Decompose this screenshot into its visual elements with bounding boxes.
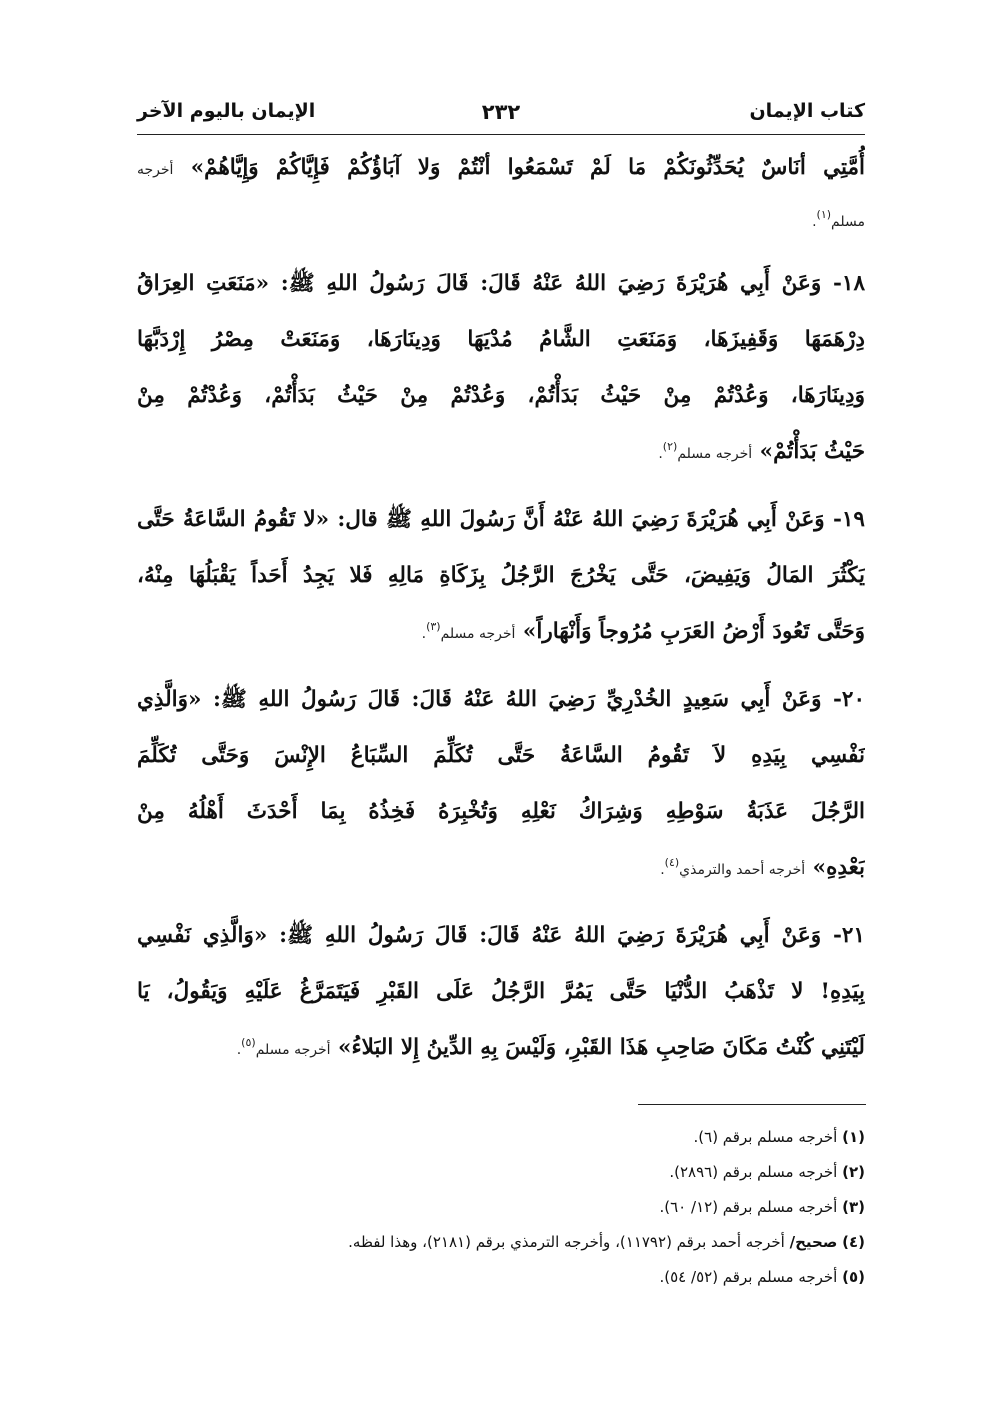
footnote-item: (٤) صحيح/ أخرجه أحمد برقم (١١٧٩٢)، وأخرجه الترمذي برقم (٢١٨١)، وهذا لفظه. (348, 1233, 865, 1251)
hadith-text: وَحَتَّى تَعُودَ أَرْضُ العَرَبِ مُرُوجاً وَأَنْهَاراً» (522, 619, 865, 644)
footnote-item: (٥) أخرجه مسلم برقم (٥٢/ ٥٤). (659, 1268, 865, 1286)
footnote-divider (638, 1104, 866, 1105)
footnote-item: (١) أخرجه مسلم برقم (٦). (693, 1128, 865, 1146)
hadith-text: وَعَنْ أَبِي هُرَيْرَةَ رَضِيَ اللهُ عَنْهُ أَنَّ رَسُولَ اللهِ ﷺ قال: «لا تَقُومُ السَّاعَةُ حَتَّى (137, 507, 825, 532)
text-line: وَدِينَارَهَا، وَعُدْتُمْ مِنْ حَيْثُ بَدَأْتُمْ، وَعُدْتُمْ مِنْ حَيْثُ بَدَأْتُمْ، وَعُدْتُمْ مِنْ (137, 383, 865, 408)
text-line (137, 908, 865, 964)
running-header (137, 100, 865, 134)
text-line: نَفْسِي بِيَدِهِ لاَ تَقُومُ السَّاعَةُ حَتَّى تُكَلِّمَ السِّبَاعُ الإِنْسَ وَحَتَّى تُكَلِّمَ (137, 743, 865, 768)
hadith-text: وَعَنْ أَبِي هُرَيْرَةَ رَضِيَ اللهُ عَنْهُ قَالَ: قَالَ رَسُولُ اللهِ ﷺ: «مَنَعَتِ العِرَاقُ (137, 271, 822, 296)
hadith-number: ١٨- (832, 271, 865, 296)
footnote-marker: (٣) (426, 619, 441, 633)
hadith-text: وَعَنْ أَبِي هُرَيْرَةَ رَضِيَ اللهُ عَنْهُ قَالَ: قَالَ رَسُولُ اللهِ ﷺ: «وَالَّذِي نَفْسِي (137, 923, 822, 948)
takhrij-ref: أخرجه مسلم (677, 446, 753, 462)
takhrij-ref: أخرجه أحمد والترمذي (679, 862, 806, 878)
takhrij-ref: مسلم (831, 214, 865, 230)
text-line (137, 672, 865, 728)
footnotes (137, 1120, 865, 1295)
footnote-marker: (٤) (664, 855, 680, 869)
text-line: يَكْثُرَ المَالُ وَيَفِيضَ، حَتَّى يَخْرُجَ الرَّجُلُ بِزَكَاةِ مَالِهِ فَلا يَجِدُ أَحَداً يَقْبَلُهَا مِنْهُ، (137, 563, 865, 588)
footnote-marker: (٥) (241, 1035, 256, 1049)
text-line: حَيْثُ بَدَأْتُمْ» أخرجه مسلم$^{(٢)}$. (658, 439, 865, 464)
text-line: وَحَتَّى تَعُودَ أَرْضُ العَرَبِ مُرُوجاً وَأَنْهَاراً» أخرجه مسلم$^{(٣)}$. (421, 619, 865, 644)
footnote-item: (٣) أخرجه مسلم برقم (١٢/ ٦٠). (659, 1198, 865, 1216)
takhrij-ref: أخرجه مسلم (440, 626, 516, 642)
header-divider (137, 134, 865, 135)
hadith-text: أُمَّتِي أنَاسٌ يُحَدِّثُونَكُمْ مَا لَمْ تَسْمَعُوا أنْتُمْ وَلا آبَاؤُكُمْ فَإِيَّاكُمْ وَإِيَّاهُمْ» (190, 155, 865, 180)
hadith-number: ٢٠- (832, 687, 865, 712)
hadith-text: حَيْثُ بَدَأْتُمْ» (759, 439, 865, 464)
text-line: لَيْتَنِي كُنْتُ مَكَانَ صَاحِبِ هَذَا القَبْرِ، وَلَيْسَ بِهِ الدِّينُ إِلا البَلاءُ» أخرجه مسلم$^{(٥)}$. (236, 1035, 865, 1060)
text-line: مسلم$^{(١)}$. (812, 207, 865, 230)
text-line: بَعْدِهِ» أخرجه أحمد والترمذي$^{(٤)}$. (660, 855, 865, 880)
hadith-number: ١٩- (832, 507, 865, 532)
hadith-grade: صحيح/ (789, 1233, 838, 1251)
takhrij-ref: أخرجه مسلم (255, 1042, 331, 1058)
hadith-number: ٢١- (832, 923, 865, 948)
text-line (137, 256, 865, 312)
text-line: دِرْهَمَهَا وَقَفِيزَهَا، وَمَنَعَتِ الشَّامُ مُدْيَهَا وَدِينَارَهَا، وَمَنَعَتْ مِصْرُ إِرْدَبَّهَا (137, 327, 865, 352)
text-line: بِيَدِهِ! لا تَذْهَبُ الدُّنْيَا حَتَّى يَمُرَّ الرَّجُلُ عَلَى القَبْرِ فَيَتَمَرَّغُ عَلَيْهِ وَيَقُولُ، يَا (137, 979, 865, 1004)
chapter-title: الإيمان باليوم الآخر (137, 100, 316, 122)
text-line (137, 492, 865, 548)
hadith-text: بَعْدِهِ» (812, 855, 865, 880)
footnote-marker: (١) (816, 207, 832, 221)
book-title: كتاب الإيمان (749, 100, 865, 122)
hadith-text: وَعَنْ أَبِي سَعِيدٍ الخُدْرِيِّ رَضِيَ اللهُ عَنْهُ قَالَ: قَالَ رَسُولُ اللهِ ﷺ: «وَالَّذِي (137, 687, 822, 712)
hadith-text: لَيْتَنِي كُنْتُ مَكَانَ صَاحِبِ هَذَا القَبْرِ، وَلَيْسَ بِهِ الدِّينُ إِلا البَلاءُ» (338, 1035, 865, 1060)
text-line (137, 140, 865, 196)
text-line: الرَّجُلَ عَذَبَةُ سَوْطِهِ وَشِرَاكُ نَعْلِهِ وَتُخْبِرَهُ فَخِذُهُ بِمَا أَحْدَثَ أَهْلُهُ مِنْ (137, 799, 865, 824)
main-text (137, 140, 865, 1076)
page-number: ٢٣٢ (481, 100, 521, 124)
takhrij-ref: أخرجه (137, 162, 174, 178)
footnote-marker: (٢) (662, 439, 678, 453)
footnote-item: (٢) أخرجه مسلم برقم (٢٨٩٦). (669, 1163, 865, 1181)
